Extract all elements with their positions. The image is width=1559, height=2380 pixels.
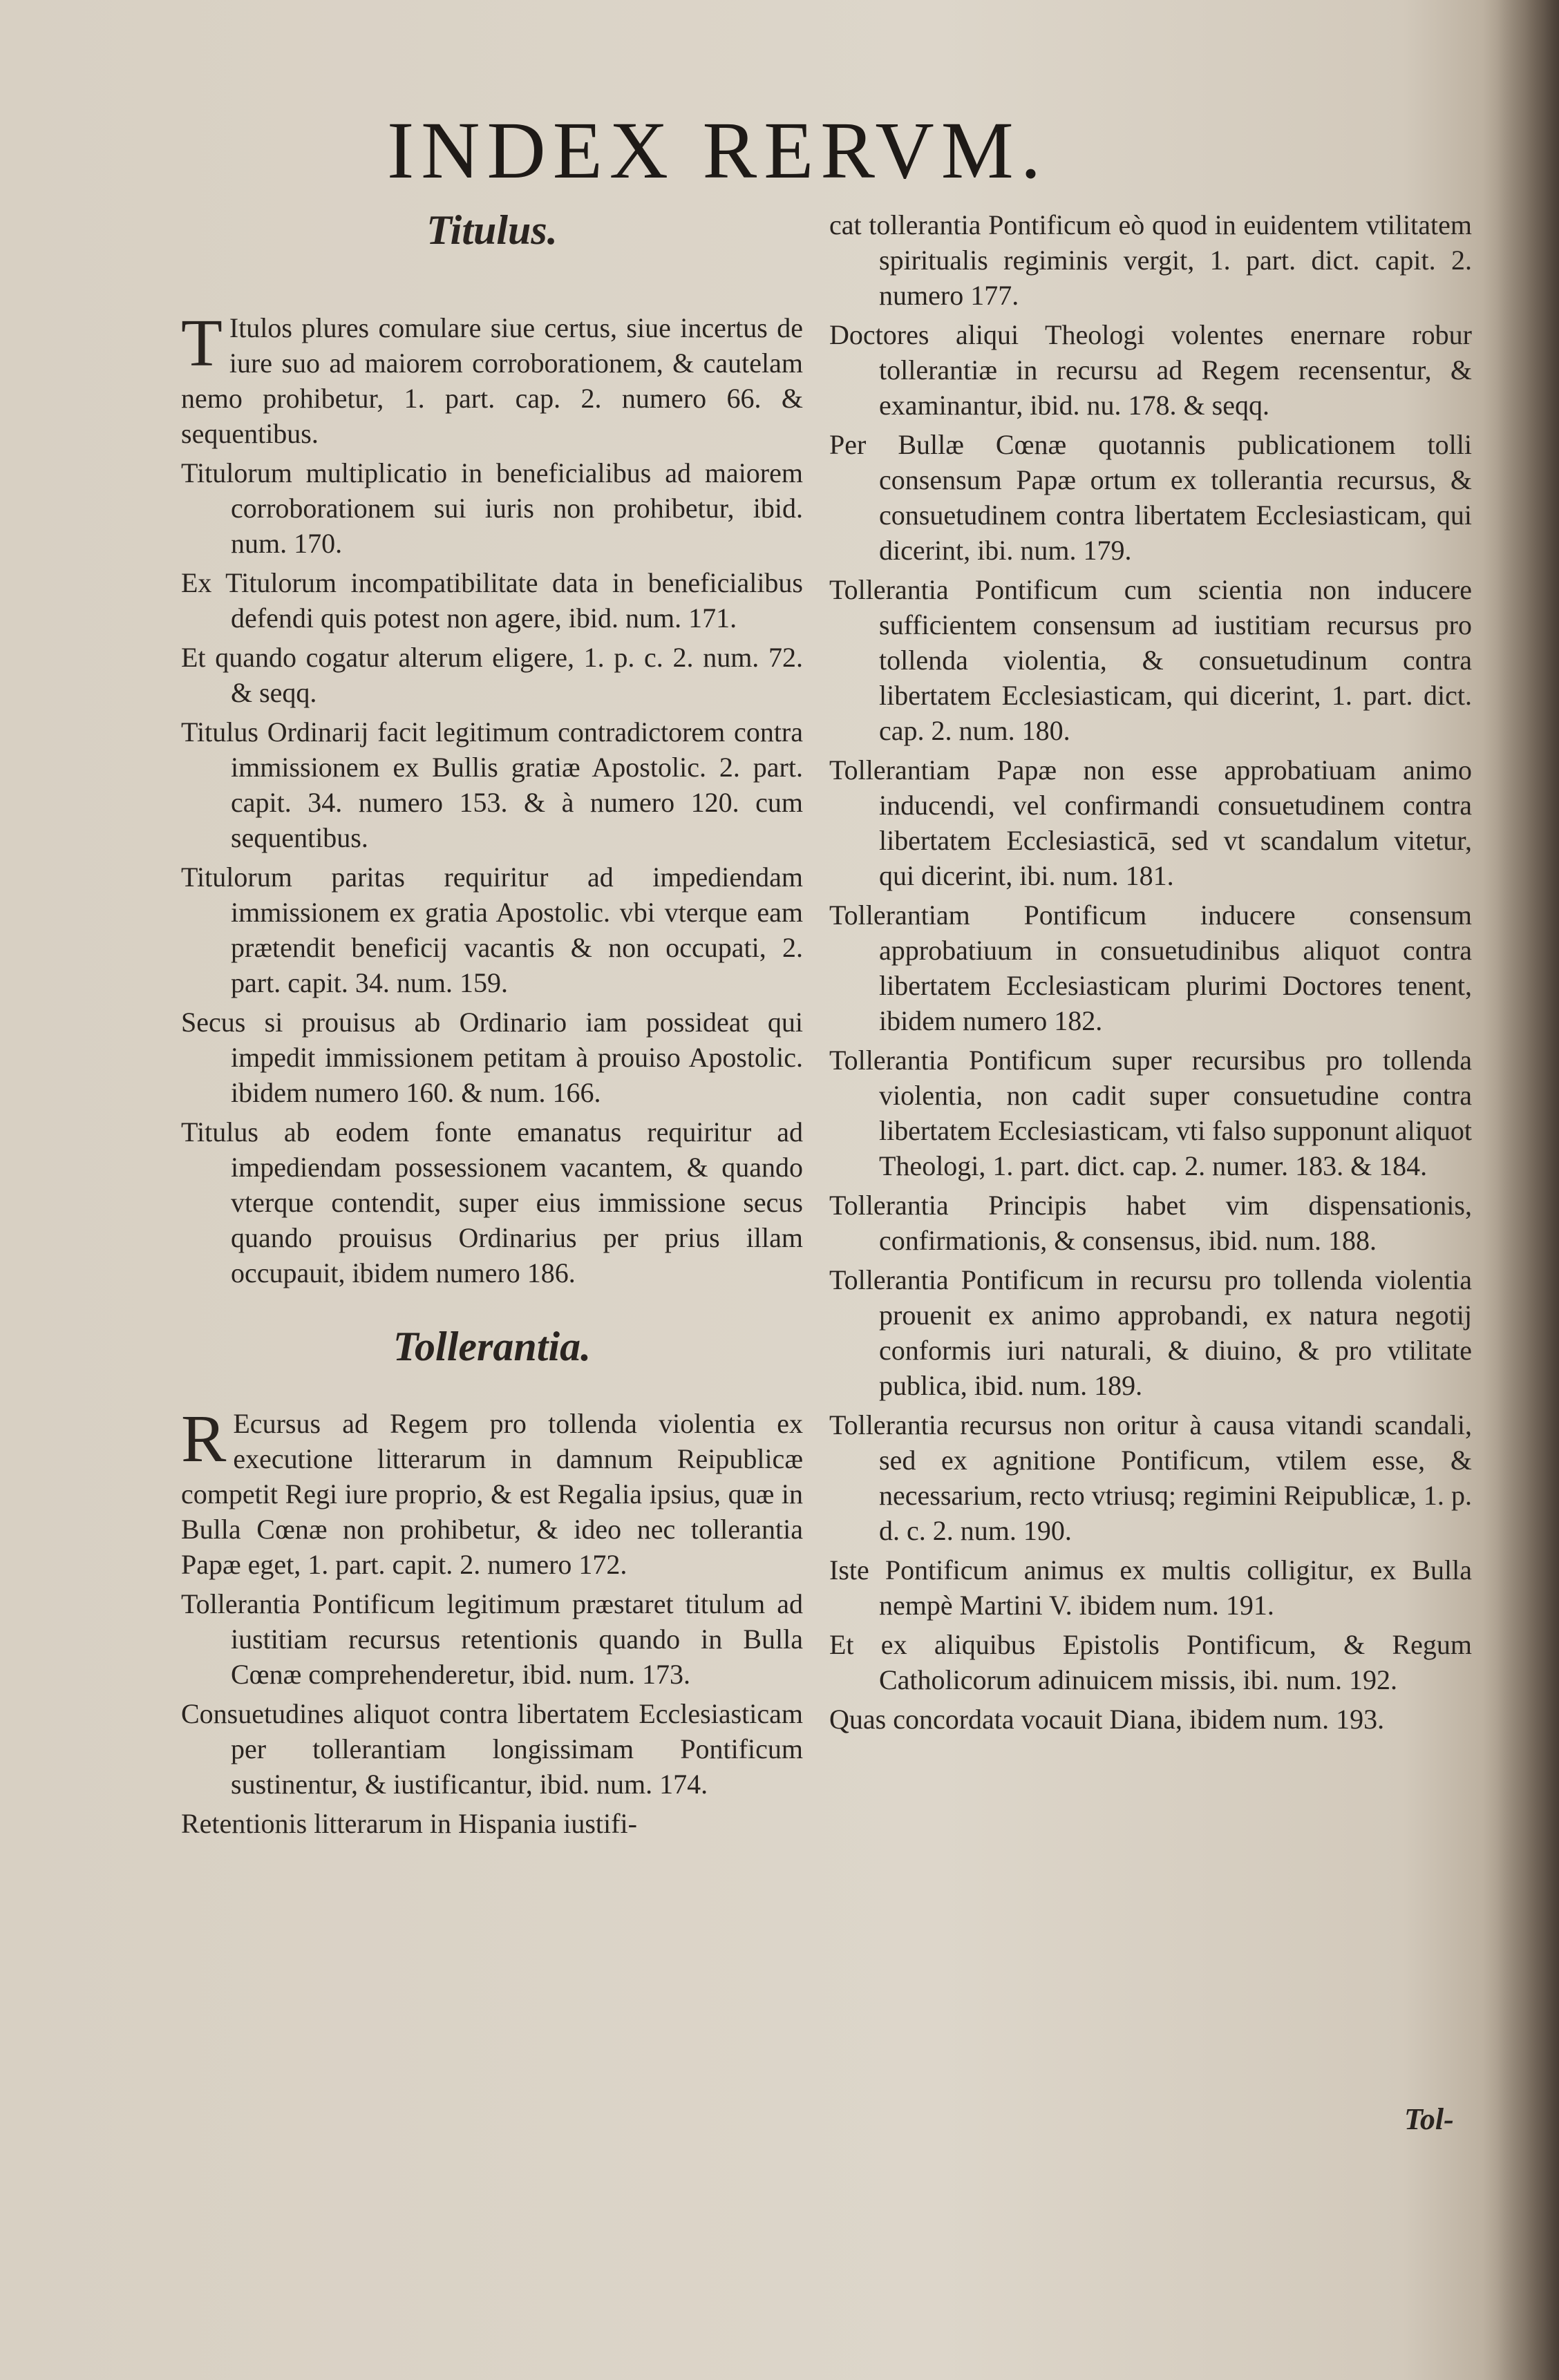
index-entry <box>181 306 803 451</box>
drop-cap-initial: T <box>181 306 223 381</box>
drop-cap-initial: R <box>181 1402 227 1476</box>
index-entry: Tollerantia Pontificum super recursibus pro tollenda violentia, non cadit super consuetudine contra libertatem Ecclesiasticam, vti falso supponunt aliquot Theologi, 1. part. dict. cap. 2. numer. 183. & 184. <box>829 1045 1472 1181</box>
index-entry: Titulorum paritas requiritur ad impediendam immissionem ex gratia Apostolic. vbi vterque eam prætendit beneficij vacantis & non occupati, 2. part. capit. 34. num. 159. <box>181 861 803 998</box>
index-entry: Et quando cogatur alterum eligere, 1. p. c. 2. num. 72. & seqq. <box>181 642 803 708</box>
index-entry: Tollerantiam Papæ non esse approbatiuam animo inducendi, vel confirmandi consuetudinem contra libertatem Ecclesiasticā, sed vt scandalum vitetur, qui dicerint, ibi. num. 181. <box>829 754 1472 891</box>
page-title: INDEX RERVM. <box>387 105 1048 196</box>
index-entry: Consuetudines aliquot contra libertatem Ecclesiasticam per tollerantiam longissimam Pontificum sustinentur, & iustificantur, ibid. num. 174. <box>181 1698 803 1800</box>
catchword: Tol- <box>1404 2102 1454 2136</box>
index-entry: Per Bullæ Cœnæ quotannis publicationem tolli consensum Papæ ortum ex tollerantia recursus, & consuetudinem contra libertatem Ecclesiasticam, qui dicerint, ibi. num. 179. <box>829 429 1472 566</box>
index-entry: Quas concordata vocauit Diana, ibidem num. 193. <box>829 1704 1385 1735</box>
right-column <box>829 207 1472 1741</box>
index-entry: Tollerantia Pontificum in recursu pro tollenda violentia prouenit ex animo approbandi, ex natura negotij conformis iuri naturali, & diuino, & pro vtilitate publica, ibid. num. 189. <box>829 1264 1472 1401</box>
index-entry: Doctores aliqui Theologi volentes enernare robur tollerantiæ in recursu ad Regem recensentur, & examinantur, ibid. nu. 178. & seqq. <box>829 319 1472 421</box>
entry-text: Itulos plures comulare siue certus, siue incertus de iure suo ad maiorem corroborationem, & cautelam nemo prohibetur, 1. part. cap. 2. numero 66. & sequentibus. <box>181 312 803 449</box>
index-entry: Iste Pontificum animus ex multis colligitur, ex Bulla nempè Martini V. ibidem num. 191. <box>829 1554 1472 1621</box>
book-spine-shadow <box>1483 0 1559 2380</box>
index-entry: Titulus Ordinarij facit legitimum contradictorem contra immissionem ex Bullis gratiæ Apostolic. 2. part. capit. 34. numero 153. & à numero 120. cum sequentibus. <box>181 716 803 853</box>
index-entry: Tollerantia recursus non oritur à causa vitandi scandali, sed ex agnitione Pontificum, vtilem esse, & necessarium, recto vtriusq; regimini Reipublicæ, 1. p. d. c. 2. num. 190. <box>829 1409 1472 1546</box>
section-heading-titulus: Titulus. <box>426 207 558 253</box>
index-entry: Titulorum multiplicatio in beneficialibus ad maiorem corroborationem sui iuris non prohibetur, ibid. num. 170. <box>181 457 803 559</box>
index-entry: Tollerantia Pontificum cum scientia non inducere sufficientem consensum ad iustitiam recursus pro tollenda violentia, & consuetudinum contra libertatem Ecclesiasticam, qui dicerint, 1. part. dict. cap. 2. num. 180. <box>829 574 1472 746</box>
index-entry: Secus si prouisus ab Ordinario iam possideat qui impedit immissionem petitam à prouiso Apostolic. ibidem numero 160. & num. 166. <box>181 1007 803 1108</box>
index-entry: cat tollerantia Pontificum eò quod in euidentem vtilitatem spiritualis regiminis vergit, 1. part. dict. capit. 2. numero 177. <box>829 209 1472 311</box>
index-entry: Tollerantiam Pontificum inducere consensum approbatiuum in consuetudinibus aliquot contra libertatem Ecclesiasticam plurimi Doctores tenent, ibidem numero 182. <box>829 899 1472 1036</box>
index-entry: Ex Titulorum incompatibilitate data in beneficialibus defendi quis potest non agere, ibid. num. 171. <box>181 567 803 634</box>
section-heading-tollerantia: Tollerantia. <box>393 1324 592 1369</box>
index-entry: Retentionis litterarum in Hispania iustifi- <box>181 1808 637 1839</box>
left-column <box>181 207 803 1845</box>
index-entry <box>181 1402 803 1582</box>
index-entry: Tollerantia Pontificum legitimum præstaret titulum ad iustitiam recursus retentionis quando in Bulla Cœnæ comprehenderetur, ibid. num. 173. <box>181 1588 803 1690</box>
index-entry: Tollerantia Principis habet vim dispensationis, confirmationis, & consensus, ibid. num. 188. <box>829 1190 1472 1256</box>
index-entry: Et ex aliquibus Epistolis Pontificum, & Regum Catholicorum adinuicem missis, ibi. num. 192. <box>829 1629 1472 1695</box>
entry-text: Ecursus ad Regem pro tollenda violentia ex executione litterarum in damnum Reipublicæ competit Regi iure proprio, & est Regalia ipsius, quæ in Bulla Cœnæ non prohibetur, & ideo nec tollerantia Papæ eget, 1. part. capit. 2. numero 172. <box>181 1408 803 1580</box>
index-entry: Titulus ab eodem fonte emanatus requiritur ad impediendam possessionem vacantem, & quando vterque contendit, super eius immissione secus quando prouisus Ordinarius per prius illam occupauit, ibidem numero 186. <box>181 1116 803 1288</box>
